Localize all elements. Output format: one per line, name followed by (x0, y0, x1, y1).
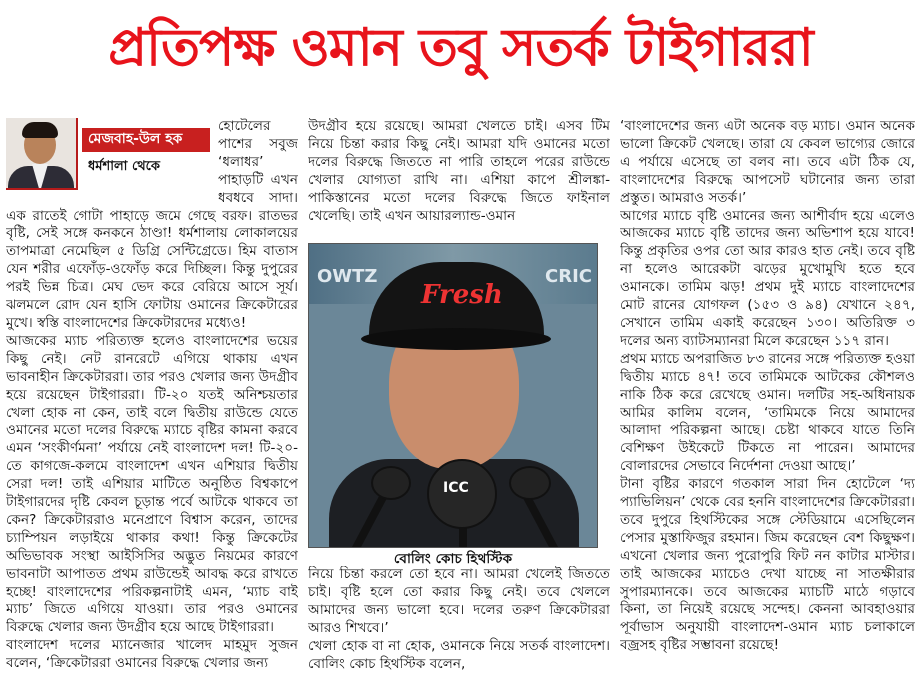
microphone-icon (371, 466, 411, 500)
dateline: ধর্মশালা থেকে (88, 159, 160, 174)
column-2-top (308, 118, 610, 238)
headline: প্রতিপক্ষ ওমান তবু সতর্ক টাইগাররা (108, 17, 813, 78)
reporter-photo (6, 118, 78, 190)
column-2-bottom (308, 566, 610, 684)
column-3 (620, 118, 915, 684)
paragraph: আজকের ম্যাচ পরিত্যক্ত হলেও বাংলাদেশের ভয়ের কিছু নেই। নেট রানরেটে এগিয়ে থাকায় এখন ভাবনাহীন ক্রিকেটাররা। তার পরও খেলার জন্য উদগ্রীব হয়ে রয়েছেন টাইগাররা। টি-২০ যতই অনিশ্চয়তার খেলা হোক না কেন, তাই বলে দ্বিতীয় রাউন্ডে যেতে ওমানের মতো দলের বিরুদ্ধে ম্যাচে বৃষ্টির কামনা করবে এমন ‘সংকীর্ণমনা’ পর্যায়ে নেই বাংলাদেশ দল! টি-২০-তে কাগজে-কলমে বাংলাদেশ এখন এশিয়ার দ্বিতীয় সেরা দল! তাই এশিয়ার মাটিতে অনুষ্ঠিত বিশ্বকাপে টাইগারদের দৃষ্টি কেবল চূড়ান্ত পর্বে আটকে থাকবে তা কেন? ক্রিকেটাররাও মনেপ্রাণে বিশ্বাস করেন, তাদের চ্যাম্পিয়ন লড়াইয়ে থাকার কথা! কিন্তু ক্রিকেটের অভিভাবক সংস্থা আইসিসির অদ্ভুত নিয়মের কারণে ভাবনাটা আপাতত প্রথম রাউন্ডেই আবদ্ধ করে রাখতে হচ্ছে! বাংলাদেশের পরিকল্পনাটাই এমন, ‘ম্যাচ বাই ম্যাচ’ জিতে এগিয়ে যাওয়া। তার পরও ওমানের বিরুদ্ধে খেলার জন্য উদগ্রীব হয়ে আছে টাইগাররা। (6, 332, 298, 636)
paragraph: নিয়ে চিন্তা করলে তো হবে না। আমরা খেলেই জিততে চাই। বৃষ্টি হলে তো করার কিছু নেই। তবে খেললে আমাদের জন্য ভালো হবে। দলের তরুণ ক্রিকেটাররা আরও শিখবে।’ (308, 566, 610, 636)
paragraph: প্রথম ম্যাচে অপরাজিত ৮৩ রানের সঙ্গে পরিত্যক্ত হওয়া দ্বিতীয় ম্যাচে ৪৭! তবে তামিমকে আটকের কৌশলও নাকি ঠিক করে রেখেছে ওমান। দলটির সহ-অধিনায়ক আমির কালিম বলেন, ‘তামিমকে নিয়ে আমাদের আলাদা পরিকল্পনা আছে। চেষ্টা থাকবে যাতে তিনি বেশিক্ষণ উইকেটে টিকতে না পারেন। আমাদের বোলারদের সেভাবে নির্দেশনা দেওয়া আছে।’ (620, 350, 915, 475)
paragraph: হোটেলের পাশের সবুজ ‘ধলাধর’ পাহাড়টি এখন ধবধবে সাদা। এক রাতেই গোটা পাহাড়ে জমে গেছে বরফ। রাতভর বৃষ্টি, সেই সঙ্গে কনকনে ঠাণ্ডা! ধর্মশালায় লোকালয়ের তাপমাত্রা নেমেছিল ৫ ডিগ্রি সেন্টিগ্রেডে। হিম বাতাস যেন শরীর এফোঁড়-ওফোঁড় করে দিচ্ছিল। কিন্তু দুপুরের পরই ভিন্ন চিত্র। মেঘ ভেদ করে বেরিয়ে আসে সূর্য। ঝলমলে রোদ যেন হাসি ফোটায় ওমানের ক্রিকেটারের মুখে। স্বস্তি বাংলাদেশের ক্রিকেটারদের মধ্যেও! (6, 118, 298, 331)
paragraph: বাংলাদেশ দলের ম্যানেজার খালেদ মাহমুদ সুজন বলেন, ‘ক্রিকেটাররা ওমানের বিরুদ্ধে খেলার জন্য (6, 637, 298, 672)
paragraph: খেলা হোক বা না হোক, ওমানকে নিয়ে সতর্ক বাংলাদেশ। বোলিং কোচ হিথস্টিক বলেন, (308, 637, 610, 672)
reporter-name: মেজবাহ-উল হক (82, 128, 210, 152)
paragraph: উদগ্রীব হয়ে রয়েছে। আমরা খেলতে চাই। এসব টিম নিয়ে চিন্তা করার কিছু নেই। আমরা যদি ওমানের মতো দলের বিরুদ্ধে জিততে না পারি তাহলে পরের রাউন্ডে খেলার যোগ্যতা রাখি না। এশিয়া কাপে শ্রীলঙ্কা-পাকিস্তানের মতো দলের বিরুদ্ধে জিতে ফাইনাল খেলেছি। তাই এখন আয়ারল্যান্ড-ওমান (308, 118, 610, 224)
coach-photo (308, 243, 598, 548)
cap-logo: Fresh (421, 280, 503, 310)
paragraph: ‘বাংলাদেশের জন্য এটা অনেক বড় ম্যাচ। ওমান অনেক ভালো ক্রিকেট খেলছে। তারা যে কেবল ভাগ্যের জোরে এ পর্যায়ে এসেছে তা বলব না। তবে এটা ঠিক যে, বাংলাদেশের বিরুদ্ধে আপসেট ঘটানোর জন্য তারা প্রস্তুত। আমরাও সতর্ক।’ (620, 118, 915, 206)
byline (6, 118, 210, 190)
column-1 (6, 118, 298, 684)
paragraph: আগের ম্যাচে বৃষ্টি ওমানের জন্য আশীর্বাদ হয়ে এলেও আজকের ম্যাচে বৃষ্টি তাদের জন্য অভিশাপ হয়ে যাবে! কিন্তু প্রকৃতির ওপর তো আর কারও হাত নেই। তবে বৃষ্টি না হলেও আরেকটা ঝড়ের মুখোমুখি হতে হবে ওমানকে। তামিম ঝড়! প্রথম দুই ম্যাচে বাংলাদেশের মোট রানের যোগফল (১৫৩ ও ৯৪) যেখানে ২৪৭, সেখানে তামিম একাই করেছেন ১৩০। অতিরিক্ত ৩ দলের অন্য ব্যাটসম্যানরা মিলে করেছেন ১১৭ রান। (620, 207, 915, 349)
mic-label: ICC (443, 480, 469, 496)
photo-caption: বোলিং কোচ হিথস্টিক (308, 548, 598, 570)
microphone-icon (509, 466, 551, 500)
paragraph: টানা বৃষ্টির কারণে গতকাল সারা দিন হোটেলে ‘দ্য প্যাভিলিয়ন’ থেকে বের হননি বাংলাদেশের ক্রিকেটাররা। তবে দুপুরে হিথস্টিকের সঙ্গে স্টেডিয়ামে এসেছিলেন পেসার মুস্তাফিজুর রহমান। জিম করেছেন বেশ কিছুক্ষণ। এখনো খেলার জন্য পুরোপুরি ফিট নন কাটার মাস্টার। তাই আজকের ম্যাচেও দেখা যাচ্ছে না সাতক্ষীরার সুপারম্যানকে। তবে আজকের ম্যাচটি মাঠে গড়াবে কিনা, তা নিয়েই রয়েছে সন্দেহ। কেননা আবহাওয়ার পূর্বাভাস অনুযায়ী বাংলাদেশ-ওমান ম্যাচ চলাকালে বজ্রসহ বৃষ্টির সম্ভাবনা রয়েছে! (620, 476, 915, 654)
backdrop-text: OWTZ (317, 266, 378, 287)
backdrop-text: CRIC (545, 266, 592, 287)
